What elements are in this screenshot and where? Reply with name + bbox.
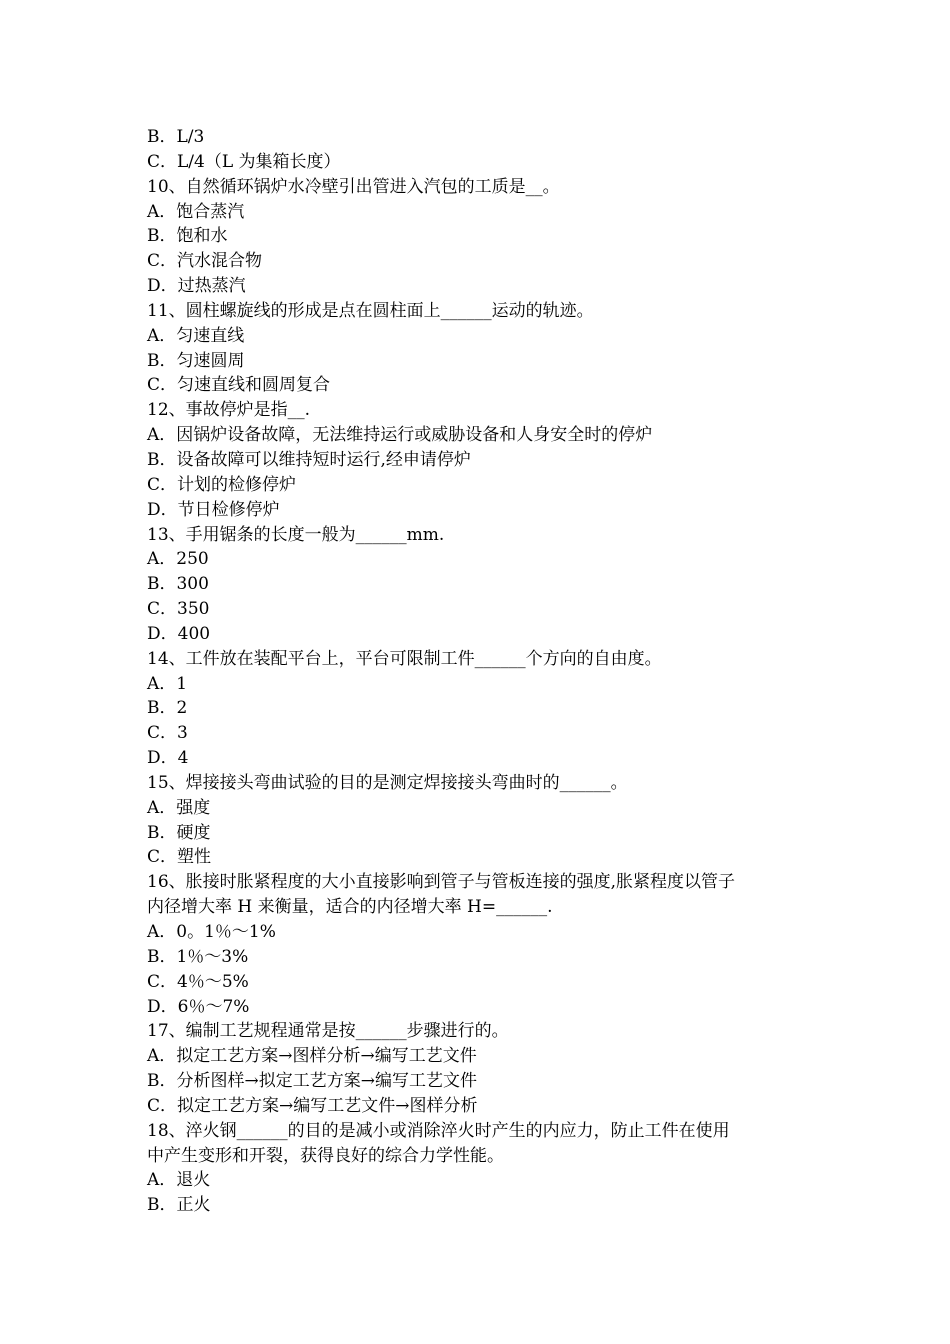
option-line: A．因锅炉设备故障，无法维持运行或威胁设备和人身安全时的停炉 [147,425,653,446]
option-line: A．250 [147,549,209,570]
option-line: B．设备故障可以维持短时运行,经申请停炉 [147,449,471,470]
question-14: 14、工件放在装配平台上，平台可限制工件______个方向的自由度。 [147,648,662,669]
option-line: C．塑性 [147,847,212,868]
question-11: 11、圆柱螺旋线的形成是点在圆柱面上______运动的轨迹。 [147,300,594,321]
option-line: B．2 [147,698,188,719]
question-12: 12、事故停炉是指__. [147,400,311,421]
option-line: A．退火 [147,1170,211,1191]
option-line: C．汽水混合物 [147,251,263,272]
option-line: A．饱合蒸汽 [147,201,245,222]
text-line: B．L/3 [147,127,205,147]
option-line: A．匀速直线 [147,325,245,346]
option-line: B．1％～3% [147,946,249,967]
option-line: C．3 [147,723,188,744]
text-line: C．L/4（L 为集箱长度） [147,151,341,172]
option-line: A．拟定工艺方案→图样分析→编写工艺文件 [147,1046,477,1067]
option-line: A．0。1％～1% [147,922,276,942]
option-line: D．4 [147,748,189,769]
question-10: 10、自然循环锅炉水冷壁引出管进入汽包的工质是__。 [147,176,560,197]
option-line: B．300 [147,574,209,595]
option-line: D．过热蒸汽 [147,276,246,297]
question-16: 16、胀接时胀紧程度的大小直接影响到管子与管板连接的强度,胀紧程度以管子 [147,872,736,893]
option-line: C．4％～5% [147,971,249,992]
question-18: 18、淬火钢______的目的是减小或消除淬火时产生的内应力，防止工件在使用 [147,1120,730,1141]
option-line: A．强度 [147,797,211,818]
option-line: B．分析图样→拟定工艺方案→编写工艺文件 [147,1071,477,1092]
document-body [147,125,817,1218]
option-line: B．正火 [147,1195,211,1216]
option-line: B．硬度 [147,822,211,843]
question-16-continued: 内径增大率 H 来衡量，适合的内径增大率 H=______. [147,897,553,918]
option-line: D．6％～7% [147,996,250,1017]
question-13: 13、手用锯条的长度一般为______mm. [147,524,445,545]
option-line: B．匀速圆周 [147,350,245,371]
option-line: D．400 [147,623,211,644]
option-line: A．1 [147,673,188,694]
option-line: C．拟定工艺方案→编写工艺文件→图样分析 [147,1095,478,1116]
option-line: D．节日检修停炉 [147,499,280,520]
question-18-continued: 中产生变形和开裂，获得良好的综合力学性能。 [147,1145,504,1166]
option-line: B．饱和水 [147,226,228,247]
option-line: C．匀速直线和圆周复合 [147,375,331,396]
option-line: C．计划的检修停炉 [147,474,297,495]
question-17: 17、编制工艺规程通常是按______步骤进行的。 [147,1021,509,1042]
option-line: C．350 [147,599,210,620]
question-15: 15、焊接接头弯曲试验的目的是测定焊接接头弯曲时的______。 [147,772,628,793]
